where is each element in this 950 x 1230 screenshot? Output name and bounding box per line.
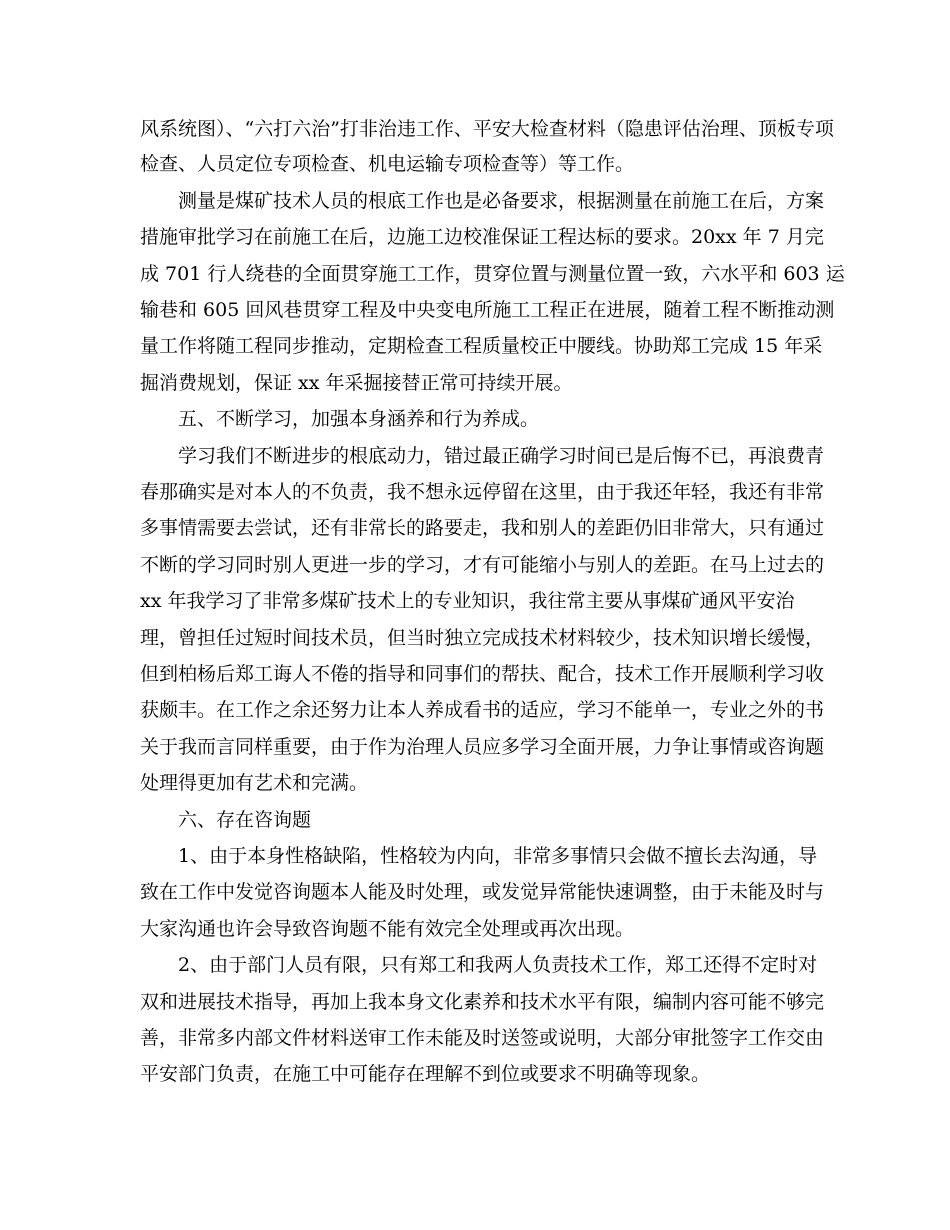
- text-line: 关于我而言同样重要，由于作为治理人员应多学习全面开展，力争让事情或咨询题: [140, 736, 825, 758]
- paragraph-start-line: 测量是煤矿技术人员的根底工作也是必备要求，根据测量在前施工在后，方案: [178, 190, 825, 212]
- text-line: 掘消费规划，保证 xx 年采掘接替正常可持续开展。: [140, 372, 573, 394]
- paragraph-start-line: 学习我们不断进步的根底动力，错过最正确学习时间已是后悔不已，再浪费青: [178, 445, 825, 467]
- text-line: 理，曾担任过短时间技术员，但当时独立完成技术材料较少，技术知识增长缓慢，: [140, 627, 825, 649]
- paragraph-start-line: 1、由于本身性格缺陷，性格较为内向，非常多事情只会做不擅长去沟通，导: [178, 845, 818, 867]
- text-line: 但到柏杨后郑工诲人不倦的指导和同事们的帮扶、配合，技术工作开展顺利学习收: [140, 663, 825, 685]
- section-heading-5: 五、不断学习，加强本身涵养和行为养成。: [178, 408, 540, 430]
- text-line: 善，非常多内部文件材料送审工作未能及时送签或说明，大部分审批签字工作交由: [140, 1027, 825, 1049]
- text-line: 量工作将随工程同步推动，定期检查工程质量校正中腰线。协助郑工完成 15 年采: [140, 335, 823, 357]
- text-line: xx 年我学习了非常多煤矿技术上的专业知识，我往常主要从事煤矿通风平安治: [140, 590, 795, 612]
- text-line: 致在工作中发觉咨询题本人能及时处理，或发觉异常能快速调整，由于未能及时与: [140, 881, 825, 903]
- text-line: 双和进展技术指导，再加上我本身文化素养和技术水平有限，编制内容可能不够完: [140, 991, 825, 1013]
- text-line: 多事情需要去尝试，还有非常长的路要走，我和别人的差距仍旧非常大，只有通过: [140, 517, 825, 539]
- section-heading-6: 六、存在咨询题: [178, 809, 312, 831]
- text-line: 处理得更加有艺术和完满。: [140, 772, 369, 794]
- text-line: 输巷和 605 回风巷贯穿工程及中央变电所施工工程正在进展，随着工程不断推动测: [140, 299, 835, 321]
- text-line: 不断的学习同时别人更进一步的学习，才有可能缩小与别人的差距。在马上过去的: [140, 554, 825, 576]
- paragraph-start-line: 2、由于部门人员有限，只有郑工和我两人负责技术工作，郑工还得不定时对: [178, 954, 818, 976]
- text-line: 春那确实是对本人的不负责，我不想永远停留在这里，由于我还年轻，我还有非常: [140, 481, 825, 503]
- text-line: 检查、人员定位专项检查、机电运输专项检查等）等工作。: [140, 153, 635, 175]
- text-line: 风系统图）、“六打六治”打非治违工作、平安大检查材料（隐患评估治理、顶板专项: [140, 118, 834, 140]
- text-line: 平安部门负责，在施工中可能存在理解不到位或要求不明确等现象。: [140, 1063, 711, 1085]
- text-line: 措施审批学习在前施工在后，边施工边校准保证工程达标的要求。20xx 年 7 月完: [140, 226, 824, 248]
- text-line: 大家沟通也许会导致咨询题不能有效完全处理或再次出现。: [140, 918, 635, 940]
- text-line: 成 701 行人绕巷的全面贯穿施工工作，贯穿位置与测量位置一致，六水平和 603 运: [140, 263, 845, 285]
- text-line: 获颇丰。在工作之余还努力让本人养成看书的适应，学习不能单一，专业之外的书: [140, 699, 825, 721]
